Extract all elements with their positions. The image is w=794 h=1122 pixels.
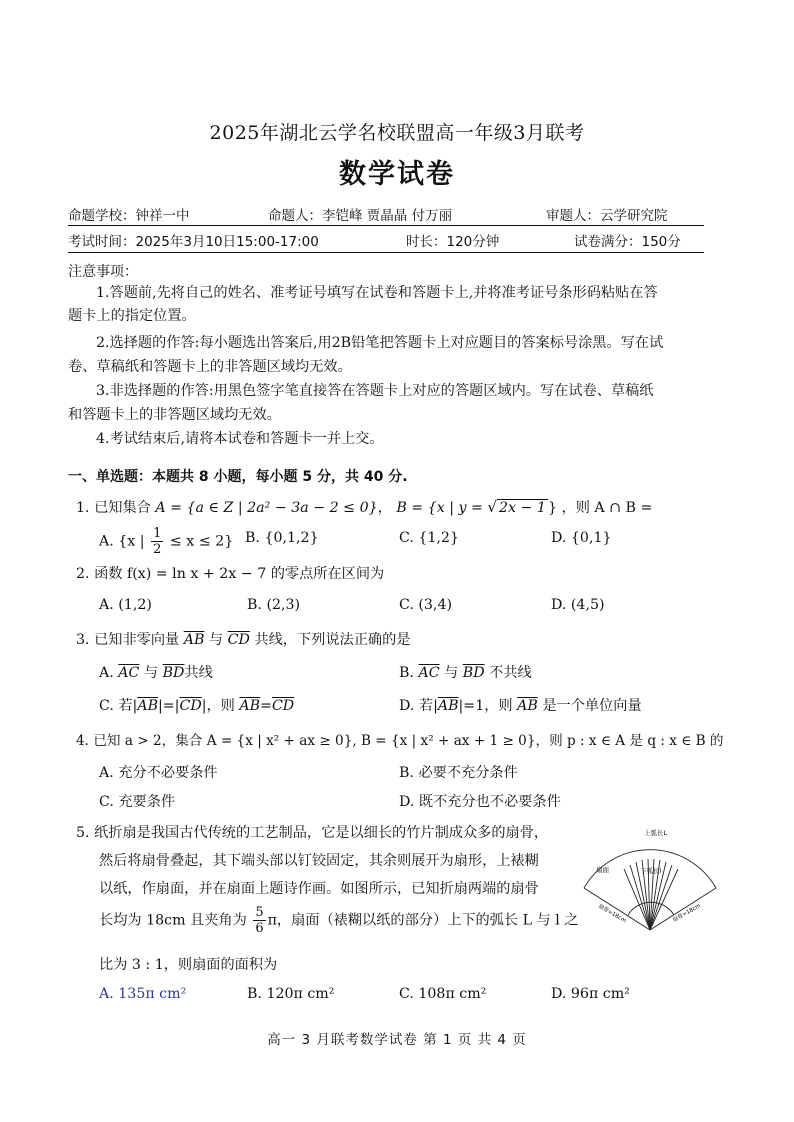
authors-label: 命题人：李铠峰 贾晶晶 付万丽	[268, 208, 453, 224]
question-5-line-3: 以纸，作扇面，并在扇面上题诗作画。如图所示，已知折扇两端的扇骨	[99, 881, 539, 897]
fan-label-face: 扇面	[596, 866, 609, 874]
note-line-7: 4.考试结束后,请将本试卷和答题卡一并上交。	[96, 431, 384, 447]
q3-option-a: A. $\overline{AC}$ 与 $\overline{BD}$共线	[99, 665, 213, 681]
q2-option-d: D. (4,5)	[551, 597, 605, 613]
exam-time-label: 考试时间：2025年3月10日15:00-17:00	[68, 234, 319, 250]
question-5-line-5: 比为 3 : 1，则扇面的面积为	[99, 957, 278, 973]
q1-set-b-pre: B = {x | y =	[396, 500, 488, 516]
exam-title: 2025年湖北云学名校联盟高一年级3月联考	[209, 122, 585, 144]
question-4	[76, 729, 724, 749]
note-line-1: 1.答题前,先将自己的姓名、准考证号填写在试卷和答题卡上,并将准考证号条形码粘贴在答	[96, 285, 658, 301]
q1-text: 已知集合	[94, 500, 151, 516]
q3-option-b: B. $\overline{AC}$ 与 $\overline{BD}$ 不共线	[399, 665, 532, 681]
fan-label-rib-left: 扇骨=18cm	[597, 903, 627, 925]
note-line-6: 和答题卡上的非答题区域均无效。	[68, 407, 281, 423]
q3-vector-cd: $\overline{CD}$	[227, 632, 250, 648]
folding-fan-figure	[576, 822, 726, 942]
q1-tail: ，则 A ∩ B =	[561, 500, 653, 516]
q3-vector-ab: $\overline{AB}$	[183, 632, 205, 648]
q5-option-a: A. 135π cm²	[99, 986, 187, 1002]
q1-option-c: C. {1,2}	[399, 530, 459, 546]
q2-text: 函数 f(x) = ln x + 2x − 7 的零点所在区间为	[94, 566, 385, 582]
school-label: 命题学校：钟祥一中	[68, 208, 190, 224]
q1-option-a	[99, 526, 233, 557]
section-heading: 一、单选题：本题共 8 小题，每小题 5 分，共 40 分.	[68, 469, 408, 485]
q2-option-a: A. (1,2)	[99, 597, 152, 613]
q1-set-a: A = {a ∈ Z | 2a² − 3a − 2 ≤ 0}	[155, 500, 378, 516]
q1-option-b: B. {0,1,2}	[245, 530, 319, 546]
q4-text: 已知 a > 2，集合 A = {x | x² + ax ≥ 0}, B = {x | x² + ax + 1 ≥ 0}，则 p : x ∈ A 是 q : x ∈ B 的	[93, 733, 724, 749]
q2-option-b: B. (2,3)	[247, 597, 301, 613]
question-5-line-1: 5. 纸折扇是我国古代传统的工艺制品，它是以细长的竹片制成众多的扇骨，	[76, 825, 549, 841]
exam-subject: 数学试卷	[339, 159, 455, 190]
question-3	[76, 629, 410, 649]
question-2	[76, 563, 384, 583]
q3-option-c: C. 若$|\overline{AB}|=|\overline{CD}|$，则 $\overline{AB}=\overline{CD}$	[99, 698, 295, 714]
q5-number: 5.	[76, 825, 90, 841]
note-line-4: 卷、草稿纸和答题卡上的非答题区域均无效。	[68, 359, 352, 375]
question-5-line-2: 然后将扇骨叠起，其下端头部以钉铰固定，其余则展开为扇形，上裱糊	[99, 853, 539, 869]
q3-option-d: D. 若$|\overline{AB}|=1$，则 $\overline{AB}$ 是一个单位向量	[399, 698, 642, 714]
note-line-5: 3.非选择题的作答:用黑色签字笔直接答在答题卡上对应的答题区域内。写在试卷、草稿纸	[96, 383, 654, 399]
q4-option-a: A. 充分不必要条件	[99, 765, 218, 781]
q1-number: 1.	[76, 500, 90, 516]
fan-label-rib-right: 扇骨=18cm	[672, 903, 702, 924]
q1-opt-a-pre: A. {x |	[99, 533, 145, 550]
q1-set-b-radicand: 2x − 1	[498, 500, 546, 516]
q4-number: 4.	[76, 733, 89, 749]
q3-text-pre: 已知非零向量	[94, 632, 180, 648]
header-rule-top	[68, 225, 704, 226]
q2-number: 2.	[76, 566, 90, 582]
q5-option-b: B. 120π cm²	[247, 986, 335, 1002]
fan-label-lower-arc: 下弧长l	[640, 867, 662, 875]
duration-label: 时长：120分钟	[406, 234, 500, 250]
q4-option-c: C. 充要条件	[99, 794, 176, 810]
q4-option-b: B. 必要不充分条件	[399, 765, 518, 781]
q3-text-post: 共线，下列说法正确的是	[254, 632, 411, 648]
question-1: 1. 已知集合 A = {a ∈ Z | 2a² − 3a − 2 ≤ 0}， B = {x | y = √ 2x − 1 } ，则 A ∩ B =	[76, 498, 653, 516]
q1-option-d: D. {0,1}	[551, 530, 612, 546]
q3-text-mid: 与	[208, 632, 224, 648]
q1-set-b-post: }	[547, 500, 557, 516]
q4-option-d: D. 既不充分也不必要条件	[399, 794, 561, 810]
note-line-3: 2.选择题的作答:每小题选出答案后,用2B铅笔把答题卡上对应题目的答案标号涂黑。写在试	[96, 335, 664, 351]
question-5-line-4: 长均为 18cm 且夹角为 $\frac{5}{6}$ π，扇面（裱糊以纸的部分）上下的弧长 L 与 l 之	[99, 905, 579, 936]
reviewer-label: 审题人：云学研究院	[546, 208, 668, 224]
q5-angle-fraction: $\frac{5}{6}$	[255, 905, 264, 936]
fan-label-upper-arc: 上弧长L	[644, 829, 668, 837]
header-rule-bottom	[68, 252, 704, 253]
q3-number: 3.	[76, 632, 90, 648]
q2-option-c: C. (3,4)	[399, 597, 453, 613]
note-line-2: 题卡上的指定位置。	[68, 308, 196, 324]
q5-option-d: D. 96π cm²	[551, 986, 630, 1002]
q1-opt-a-fraction: $\frac{1}{2}$	[153, 526, 162, 557]
notes-heading: 注意事项：	[68, 264, 138, 280]
full-score-label: 试卷满分：150分	[574, 234, 681, 250]
page-footer: 高一 3 月联考数学试卷 第 1 页 共 4 页	[267, 1032, 527, 1048]
q1-opt-a-post: ≤ x ≤ 2}	[169, 533, 234, 550]
q5-option-c: C. 108π cm²	[399, 986, 487, 1002]
